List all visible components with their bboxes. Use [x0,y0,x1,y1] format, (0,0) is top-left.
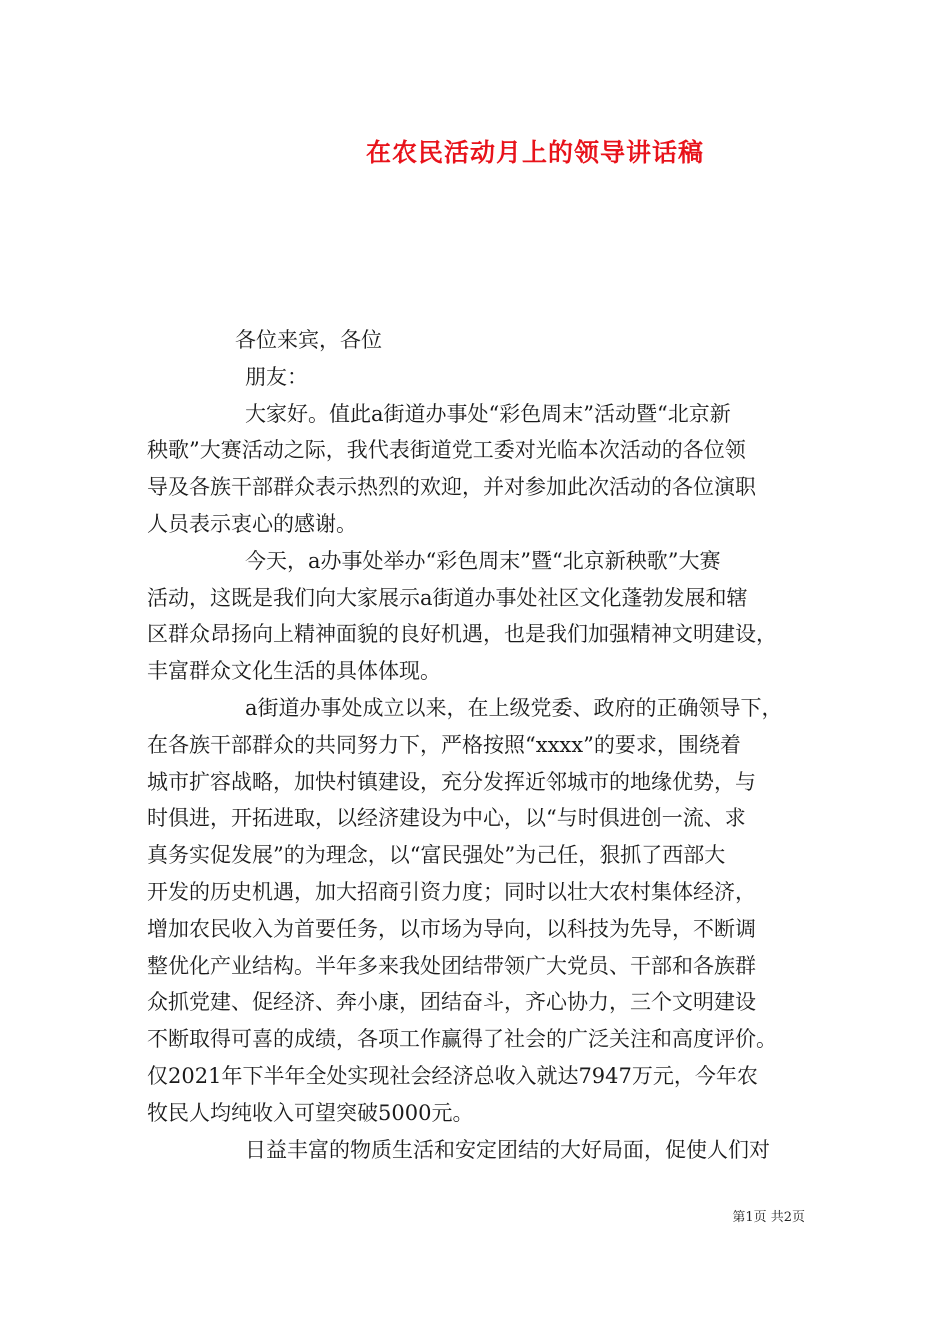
text-line: 时俱进，开拓进取，以经济建设为中心，以“与时俱进创一流、求 [147,806,746,831]
text-line: 人员表示衷心的感谢。 [147,511,357,536]
text-line: 开发的历史机遇，加大招商引资力度；同时以壮大农村集体经济， [147,879,756,904]
text-line: 今天，a办事处举办“彩色周末”暨“北京新秧歌”大赛 [245,548,721,573]
text-line: 区群众昂扬向上精神面貌的良好机遇，也是我们加强精神文明建设， [147,622,777,647]
document-title: 在农民活动月上的领导讲话稿 [365,138,704,167]
text-line: 众抓党建、促经济、奔小康，团结奋斗，齐心协力，三个文明建设 [147,990,756,1015]
text-line: 在各族干部群众的共同努力下，严格按照“xxxx”的要求，围绕着 [147,732,741,757]
text-line: 大家好。值此a街道办事处“彩色周末”活动暨“北京新 [245,401,731,426]
text-line: 朋友： [245,364,308,389]
text-line: a街道办事处成立以来，在上级党委、政府的正确领导下， [245,695,783,720]
text-line: 日益丰富的物质生活和安定团结的大好局面，促使人们对 [245,1137,770,1162]
text-line: 整优化产业结构。半年多来我处团结带领广大党员、干部和各族群 [147,953,756,978]
text-line: 增加农民收入为首要任务，以市场为导向，以科技为先导，不断调 [147,916,756,941]
text-line: 牧民人均纯收入可望突破5000元。 [147,1100,474,1125]
text-line: 丰富群众文化生活的具体体现。 [147,659,441,684]
text-line: 各位来宾，各位 [235,328,382,352]
text-line: 活动，这既是我们向大家展示a街道办事处社区文化蓬勃发展和辖 [147,585,748,610]
text-line: 真务实促发展”的为理念，以“富民强处”为己任，狠抓了西部大 [147,843,726,868]
text-line: 仅2021年下半年全处实现社会经济总收入就达7947万元，今年农 [147,1063,758,1088]
text-line: 导及各族干部群众表示热烈的欢迎，并对参加此次活动的各位演职 [147,475,756,500]
page-number: 第1页 共2页 [732,1210,805,1225]
text-line: 秧歌”大赛活动之际，我代表街道党工委对光临本次活动的各位领 [147,438,746,463]
text-line: 不断取得可喜的成绩，各项工作赢得了社会的广泛关注和高度评价。 [147,1027,777,1052]
text-line: 城市扩容战略，加快村镇建设，充分发挥近邻城市的地缘优势，与 [147,769,756,794]
document-body [147,322,807,1168]
